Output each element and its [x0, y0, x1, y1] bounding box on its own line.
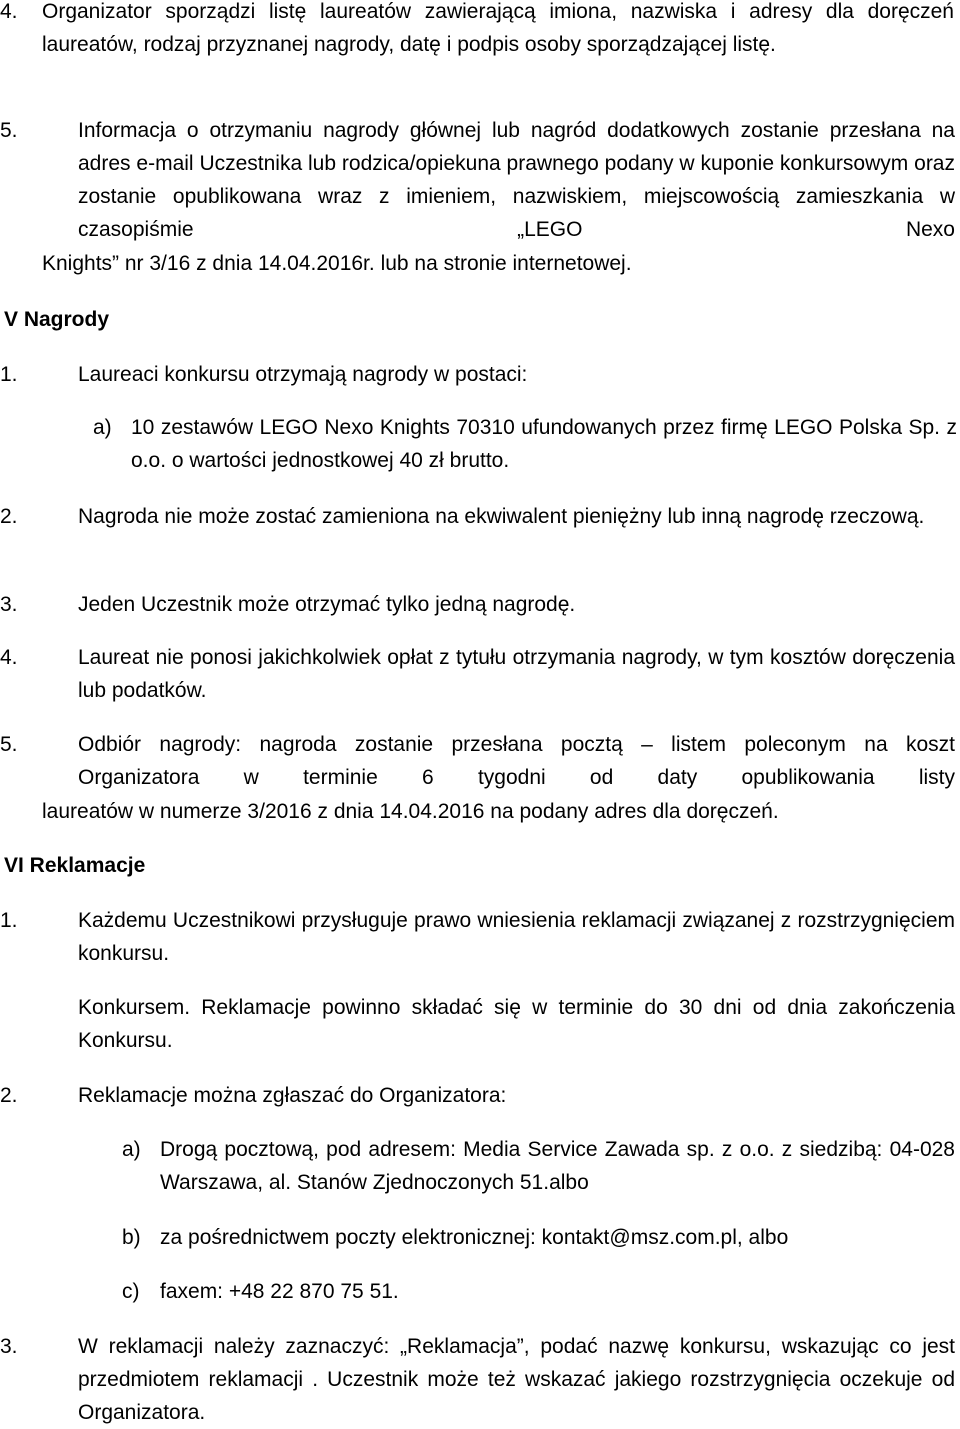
paragraph-text: Każdemu Uczestnikowi przysługuje prawo wniesienia reklamacji związanej z rozstrzygnięciem konkursu. [78, 909, 955, 965]
paragraph-text: za pośrednictwem poczty elektronicznej: kontakt@msz.com.pl, albo [160, 1226, 789, 1249]
item-number: 5. [0, 733, 18, 756]
paragraph-text: 10 zestawów LEGO Nexo Knights 70310 ufundowanych przez firmę LEGO Polska Sp. z o.o. o wartości jednostkowej 40 zł brutto. [131, 416, 957, 472]
item-number: 1. [0, 909, 18, 932]
item-number: 2. [0, 505, 18, 528]
paragraph-text: Informacja o otrzymaniu nagrody głównej lub nagród dodatkowych zostanie przesłana na adres e-mail Uczestnika lub rodzica/opiekuna prawnego podany w kuponie konkursowym oraz zostanie opublikowana wraz z imieniem, nazwiskiem, miejscowością zamieszkania w czasopiśmie „LEGO Nexo [78, 119, 955, 241]
item-number: 2. [0, 1084, 18, 1107]
item-number: 5. [0, 119, 18, 142]
section-heading-vi: VI Reklamacje [4, 854, 146, 877]
paragraph-text: Odbiór nagrody: nagroda zostanie przesłana pocztą – listem poleconym na koszt Organizatora w terminie 6 tygodni od daty opublikowania listy [78, 733, 955, 789]
item-number: 4. [0, 0, 18, 23]
item-letter: c) [122, 1280, 140, 1303]
paragraph-text-continued: laureatów w numerze 3/2016 z dnia 14.04.2016 na podany adres dla doręczeń. [42, 800, 779, 823]
item-number: 3. [0, 593, 18, 616]
item-letter: a) [122, 1138, 141, 1161]
paragraph-text: Konkursem. Reklamacje powinno składać się w terminie do 30 dni od dnia zakończenia Konkursu. [78, 996, 955, 1052]
item-number: 3. [0, 1335, 18, 1358]
paragraph-text-continued: Knights” nr 3/16 z dnia 14.04.2016r. lub na stronie internetowej. [42, 252, 632, 275]
paragraph-text: faxem: +48 22 870 75 51. [160, 1280, 399, 1303]
paragraph-text: W reklamacji należy zaznaczyć: „Reklamacja”, podać nazwę konkursu, wskazując co jest przedmiotem reklamacji . Uczestnik może też wskazać jakiego rozstrzygnięcia oczekuje od Organizatora. [78, 1335, 955, 1424]
paragraph-text: Nagroda nie może zostać zamieniona na ekwiwalent pieniężny lub inną nagrodę rzeczową. [78, 505, 925, 528]
item-number: 4. [0, 646, 18, 669]
item-number: 1. [0, 363, 18, 386]
paragraph-text: Organizator sporządzi listę laureatów zawierającą imiona, nazwiska i adresy dla doręczeń laureatów, rodzaj przyznanej nagrody, datę i podpis osoby sporządzającej listę. [42, 0, 954, 56]
paragraph-text: Drogą pocztową, pod adresem: Media Service Zawada sp. z o.o. z siedzibą: 04-028 Warszawa, al. Stanów Zjednoczonych 51.albo [160, 1138, 955, 1194]
section-heading-v: V Nagrody [4, 308, 110, 331]
item-letter: a) [93, 416, 112, 439]
paragraph-text: Reklamacje można zgłaszać do Organizatora: [78, 1084, 507, 1107]
item-letter: b) [122, 1226, 141, 1249]
paragraph-text: Laureat nie ponosi jakichkolwiek opłat z tytułu otrzymania nagrody, w tym kosztów doręczenia lub podatków. [78, 646, 955, 702]
paragraph-text: Laureaci konkursu otrzymają nagrody w postaci: [78, 363, 528, 386]
paragraph-text: Jeden Uczestnik może otrzymać tylko jedną nagrodę. [78, 593, 576, 616]
